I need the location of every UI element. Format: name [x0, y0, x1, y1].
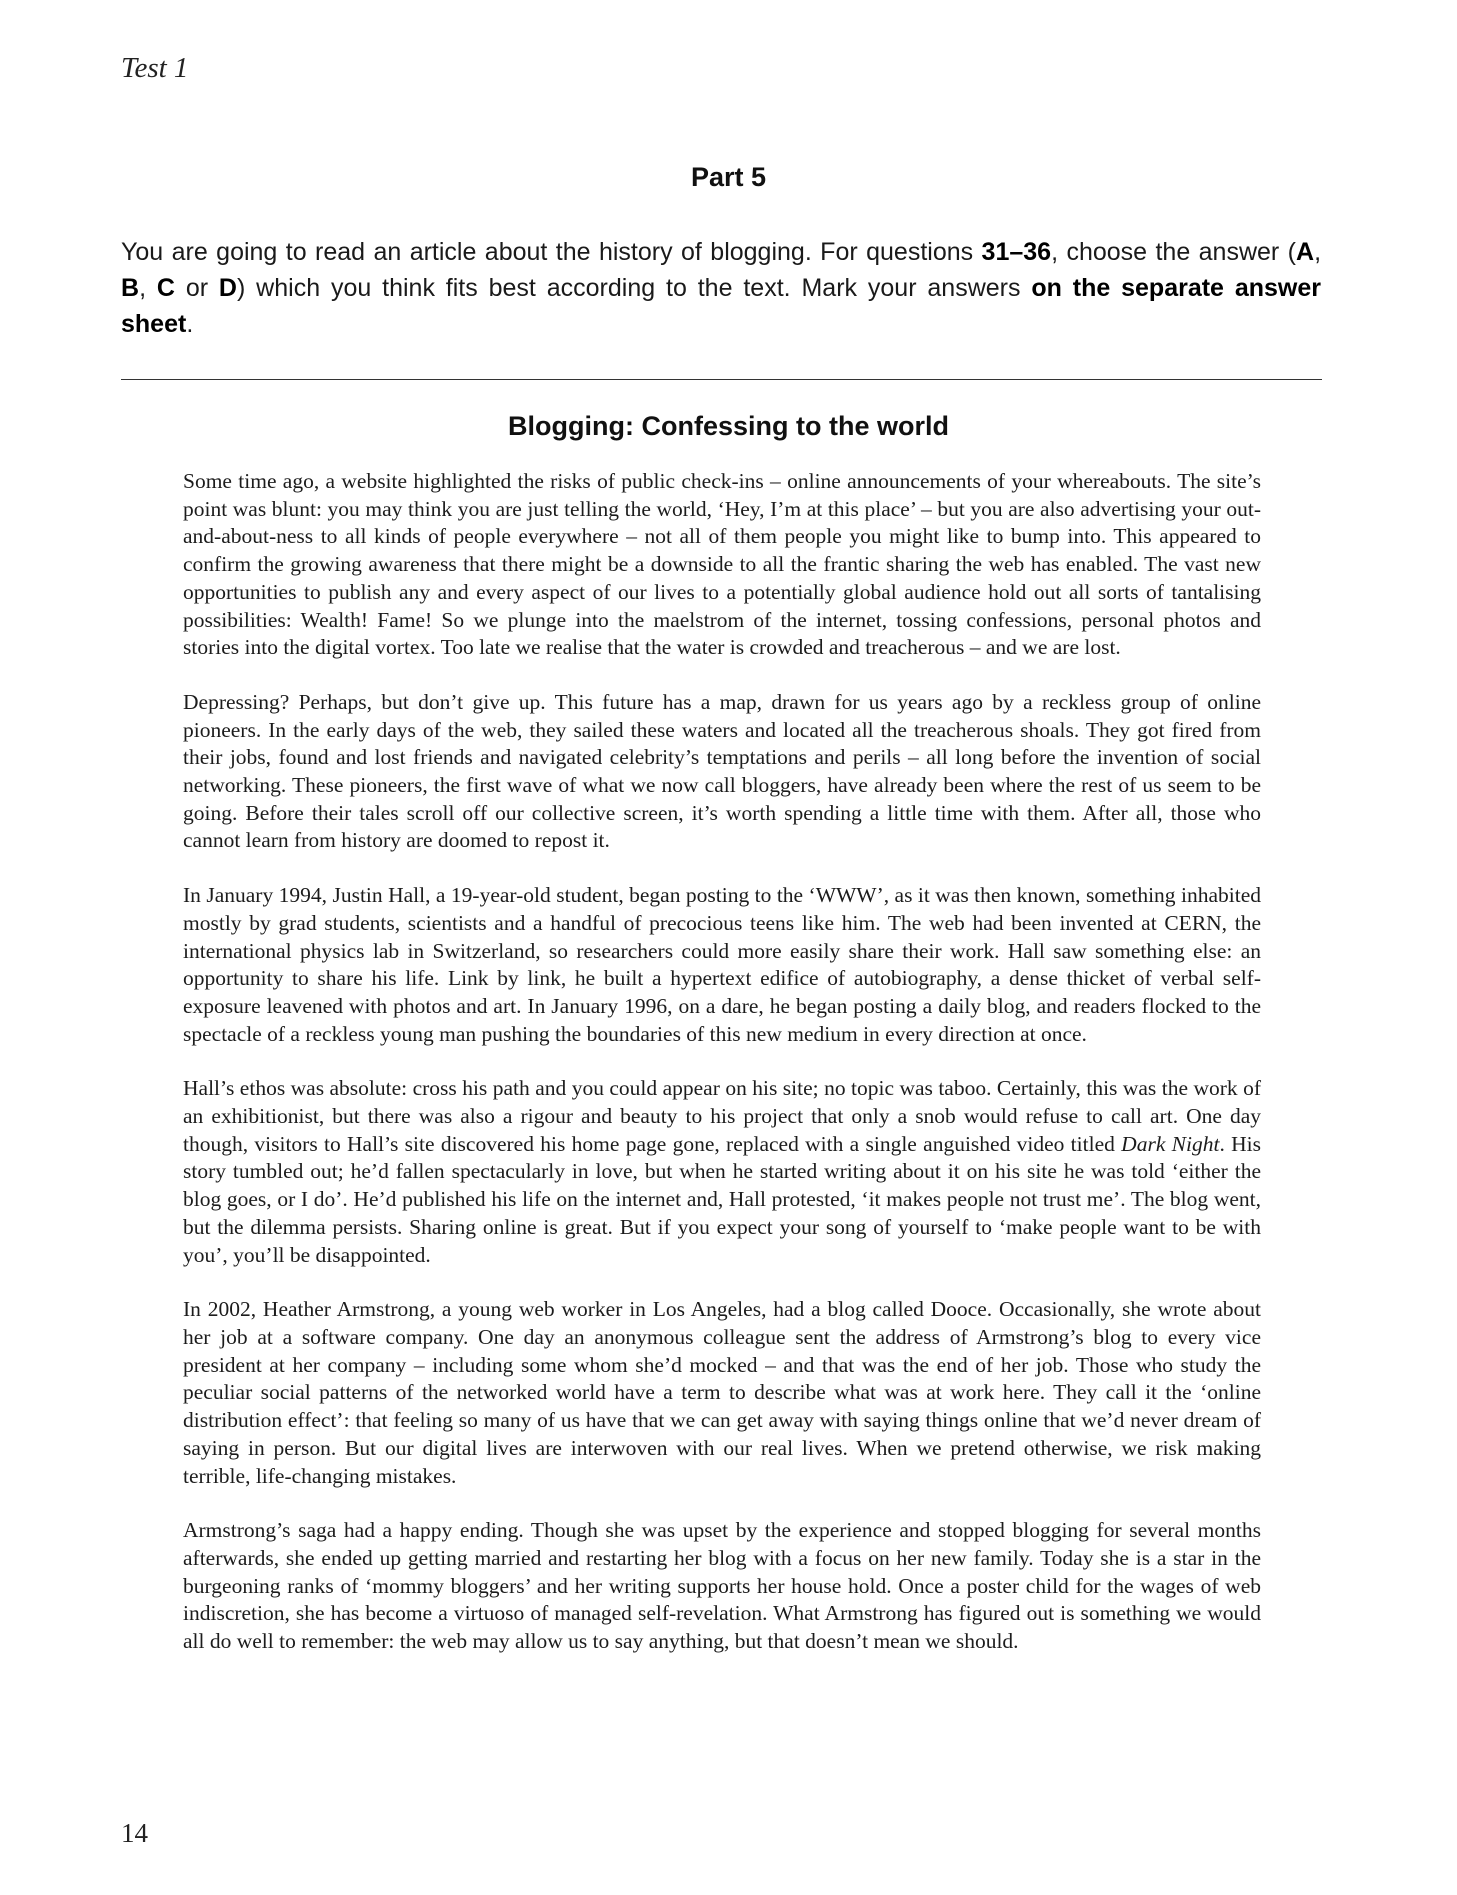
option-a: A	[1296, 238, 1315, 266]
answer-sheet-emphasis: on the separate answer sheet	[121, 274, 1321, 338]
separator: ,	[1314, 238, 1322, 266]
instructions-text: ) which you think fits best according to the text. Mark your answers	[236, 274, 1032, 302]
separator: or	[174, 274, 219, 302]
article-paragraph-3: In January 1994, Justin Hall, a 19-year-old student, began posting to the ‘WWW’, as it was then known, something inhabited mostly by grad students, scientists and a handful of precocious teens like him. The web had been invented at CERN, the international physics lab in Switzerland, so researchers could more easily share their work. Hall saw something else: an opportunity to share his life. Link by link, he built a hypertext edifice of autobiography, a dense thicket of verbal self-exposure leavened with photos and art. In January 1996, on a dare, he began posting a daily blog, and readers flocked to the spectacle of a reckless young man pushing the boundaries of this new medium in every direction at once.	[183, 883, 1261, 1046]
video-title: Dark Night	[1121, 1131, 1220, 1156]
article-paragraph-1: Some time ago, a website highlighted the risks of public check-ins – online announcements of your whereabouts. The site’s point was blunt: you may think you are just telling the world, ‘Hey, I’m at this place’ – but you are also advertising your out-and-about-ness to all kinds of people everywhere – not all of them people you might like to bump into. This appeared to confirm the growing awareness that there might be a downside to all the frantic sharing the web has enabled. The vast new opportunities to publish any and every aspect of our lives to a potentially global audience hold out all sorts of tantalising possibilities: Wealth! Fame! So we plunge into the maelstrom of the internet, tossing confessions, personal photos and stories into the digital vortex. Too late we realise that the water is crowded and treacherous – and we are lost.	[183, 469, 1261, 660]
questions-range: 31–36	[981, 238, 1052, 266]
section-divider	[121, 379, 1322, 380]
article-paragraph-4: Hall’s ethos was absolute: cross his path and you could appear on his site; no topic was taboo. Certainly, this was the work of an exhibitionist, but there was also a rigour and beauty to his project that only a snob would refuse to call art. One day though, visitors to Hall’s site discovered his home page gone, replaced with a single anguished video titled Dark Night. His story tumbled out; he’d fallen spectacularly in love, but when he started writing about it on his site he was told ‘either the blog goes, or I do’. He’d published his life on the internet and, Hall protested, ‘it makes people not trust me’. The blog went, but the dilemma persists. Sharing online is great. But if you expect your song of yourself to ‘make people want to be with you’, you’ll be disappointed.	[183, 1076, 1261, 1267]
part-title: Part 5	[690, 162, 767, 192]
option-c: C	[156, 274, 175, 302]
separator: ,	[139, 274, 157, 302]
instructions-text: , choose the answer (	[1051, 238, 1296, 266]
instructions-text: You are going to read an article about the history of blogging. For questions	[121, 238, 982, 266]
instructions-text: .	[186, 310, 194, 338]
running-head: Test 1	[121, 52, 189, 84]
article-paragraph-6: Armstrong’s saga had a happy ending. Though she was upset by the experience and stopped blogging for several months afterwards, she ended up getting married and restarting her blog with a focus on her new family. Today she is a star in the burgeoning ranks of ‘mommy bloggers’ and her writing supports her house hold. Once a poster child for the wages of web indiscretion, she has become a virtuoso of managed self-revelation. What Armstrong has figured out is something we would all do well to remember: the web may allow us to say anything, but that doesn’t mean we should.	[183, 1518, 1261, 1654]
instructions	[121, 234, 1321, 342]
article-paragraph-2: Depressing? Perhaps, but don’t give up. This future has a map, drawn for us years ago by a reckless group of online pioneers. In the early days of the web, they sailed these waters and located all the treacherous shoals. They got fired from their jobs, found and lost friends and navigated celebrity’s temptations and perils – all long before the invention of social networking. These pioneers, the first wave of what we now call bloggers, have already been where the rest of us seem to be going. Before their tales scroll off our collective screen, it’s worth spending a little time with them. After all, those who cannot learn from history are doomed to repost it.	[183, 689, 1261, 853]
article-body	[183, 468, 1261, 1683]
article-title: Blogging: Confessing to the world	[508, 411, 949, 441]
page-number: 14	[121, 1818, 148, 1848]
article-paragraph-5: In 2002, Heather Armstrong, a young web worker in Los Angeles, had a blog called Dooce. Occasionally, she wrote about her job at a software company. One day an anonymous colleague sent the address of Armstrong’s blog to every vice president at her company – including some whom she’d mocked – and that was the end of her job. Those who study the peculiar social patterns of the networked world have a term to describe what was at work here. They call it the ‘online distribution effect’: that feeling so many of us have that we can get away with saying things online that we’d never dream of saying in person. But our digital lives are interwoven with our real lives. When we pretend otherwise, we risk making terrible, life-changing mistakes.	[183, 1297, 1261, 1488]
option-b: B	[121, 274, 140, 302]
option-d: D	[218, 274, 237, 302]
